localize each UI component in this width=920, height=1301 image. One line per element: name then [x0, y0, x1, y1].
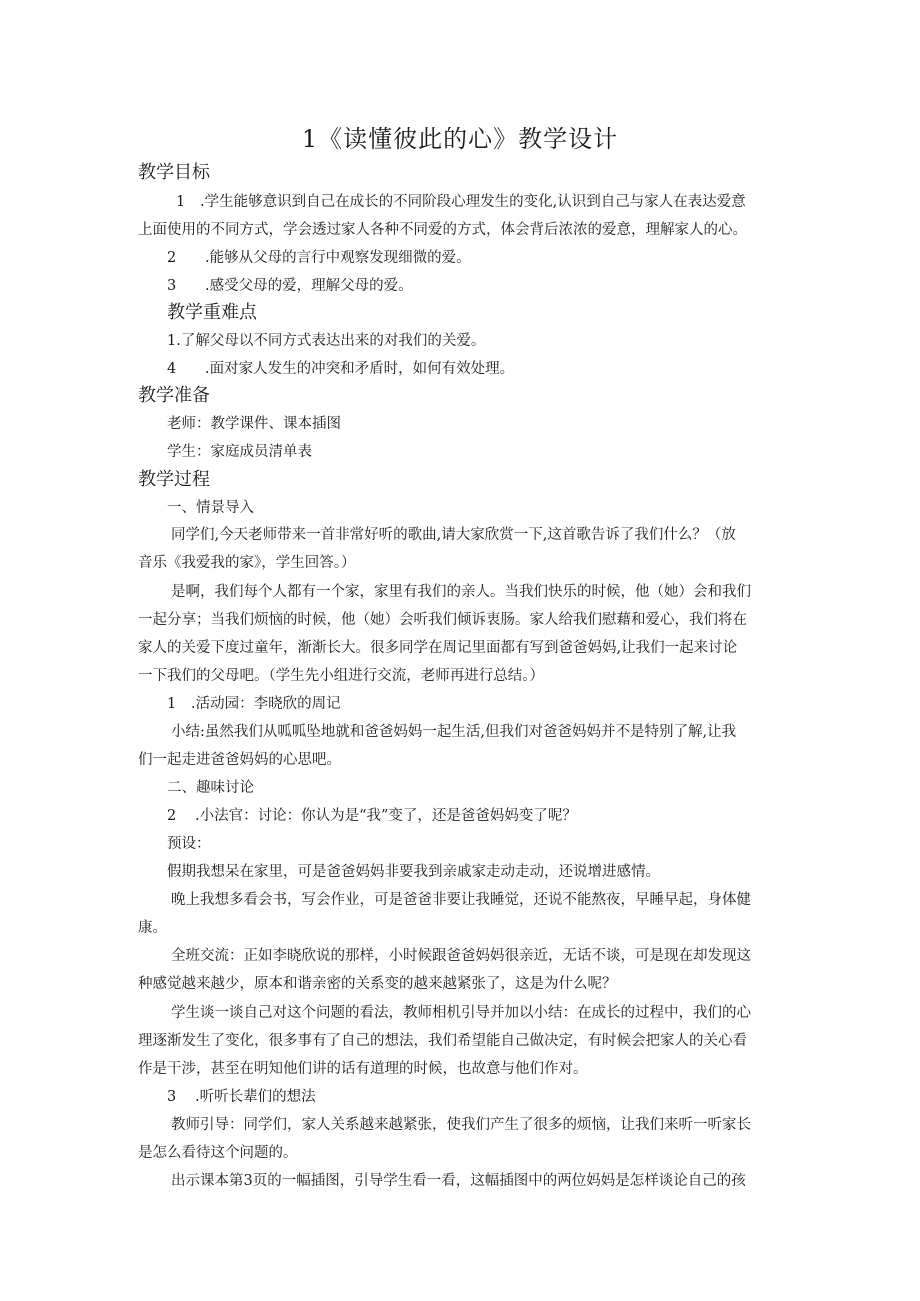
show-illustration-line-1: 出示课本第3页的一幅插图，引导学生看一看，这幅插图中的两位妈妈是怎样谈论自己的孩	[171, 1173, 746, 1189]
section-2-title: 二、趣味讨论	[167, 780, 254, 796]
objective-item-3-text: .感受父母的爱，理解父母的爱。	[205, 278, 413, 294]
summary-line-2: 们一起走进爸爸妈妈的心思吧。	[138, 752, 341, 768]
preparation-teacher: 老师：教学课件、课本插图	[167, 416, 341, 432]
activity-2-text: .小法官：讨论：你认为是“我”变了，还是爸爸妈妈变了呢？	[195, 808, 577, 824]
activity-3-text: .听听长辈们的想法	[195, 1089, 316, 1105]
activity-1-number: 1	[167, 696, 177, 712]
key-point-item-2-text: .面对家人发生的冲突和矛盾时，如何有效处理。	[205, 361, 515, 377]
activity-2	[167, 805, 577, 827]
class-share-line-1: 全班交流：正如李晓欣说的那样，小时候跟爸爸妈妈很亲近，无话不谈，可是现在却发现这	[171, 948, 751, 964]
preparation-heading: 教学准备	[138, 385, 210, 406]
teacher-guide-line-2: 是怎么看待这个问题的。	[138, 1145, 298, 1161]
objective-item-3-number: 3	[167, 278, 177, 294]
teacher-guide-line-1: 教师引导：同学们，家人关系越来越紧张，使我们产生了很多的烦恼，让我们来听一听家长	[171, 1117, 751, 1133]
discussion-line-1: 学生谈一谈自己对这个问题的看法，教师相机引导并加以小结：在成长的过程中，我们的心	[171, 1005, 751, 1021]
activity-1	[167, 693, 341, 715]
preset-example-2-line-2: 康。	[138, 920, 167, 936]
objective-item-1-line-2: 上面使用的不同方式，学会透过家人各种不同爱的方式，体会背后浓浓的爱意，理解家人的心。	[138, 222, 747, 238]
objective-item-1-number: 1	[176, 194, 186, 210]
key-point-item-2-number: 4	[167, 361, 177, 377]
summary-line-1: 小结:虽然我们从呱呱坠地就和爸爸妈妈一起生活,但我们对爸爸妈妈并不是特别了解,让我	[171, 724, 737, 740]
process-heading: 教学过程	[138, 469, 210, 490]
key-point-item-2	[167, 358, 514, 380]
objective-item-3	[167, 275, 413, 297]
discussion-line-2: 理逐渐发生了变化，很多事有了自己的想法，我们希望能自己做决定，有时候会把家人的关心看	[138, 1033, 747, 1049]
activity-2-number: 2	[167, 808, 177, 824]
objective-item-1-line-1	[176, 191, 746, 213]
key-points-heading: 教学重难点	[167, 302, 257, 323]
family-paragraph-line-4: 一下我们的父母吧。（学生先小组进行交流，老师再进行总结。）	[138, 668, 544, 684]
activity-3	[167, 1086, 316, 1108]
intro-paragraph-line-2: 音乐《我爱我的家》，学生回答。）	[138, 555, 356, 571]
preset-example-2-line-1: 晚上我想多看会书，写会作业，可是爸爸非要让我睡觉，还说不能熬夜，早睡早起，身体健	[171, 892, 751, 908]
class-share-line-2: 种感觉越来越少，原本和谐亲密的关系变的越来越紧张了，这是为什么呢？	[138, 976, 617, 992]
document-title: 1《读懂彼此的心》教学设计	[301, 125, 619, 153]
objective-item-2	[167, 247, 471, 269]
section-1-title: 一、情景导入	[167, 500, 254, 516]
family-paragraph-line-2: 一起分享；当我们烦恼的时候，他（她）会听我们倾诉衷肠。家人给我们慰藉和爱心，我们将在	[138, 612, 747, 628]
family-paragraph-line-1: 是啊，我们每个人都有一个家，家里有我们的亲人。当我们快乐的时候，他（她）会和我们	[171, 584, 751, 600]
key-point-item-1: 1.了解父母以不同方式表达出来的对我们的关爱。	[167, 333, 486, 349]
preset-example-1: 假期我想呆在家里，可是爸爸妈妈非要我到亲戚家走动走动，还说增进感情。	[167, 864, 660, 880]
discussion-line-3: 作是干涉，甚至在明知他们讲的话有道理的时候，也故意与他们作对。	[138, 1061, 588, 1077]
intro-paragraph-line-1: 同学们,今天老师带来一首非常好听的歌曲,请大家欣赏一下,这首歌告诉了我们什么？（放	[171, 527, 736, 543]
objective-item-2-text: .能够从父母的言行中观察发现细微的爱。	[205, 250, 471, 266]
objective-item-2-number: 2	[167, 250, 177, 266]
family-paragraph-line-3: 家人的关爱下度过童年，渐渐长大。很多同学在周记里面都有写到爸爸妈妈,让我们一起来讨论	[138, 640, 738, 656]
preparation-student: 学生：家庭成员清单表	[167, 444, 312, 460]
activity-1-text: .活动园：李晓欣的周记	[191, 696, 341, 712]
objectives-heading: 教学目标	[138, 162, 210, 183]
objective-item-1-text: .学生能够意识到自己在成长的不同阶段心理发生的变化,认识到自己与家人在表达爱意	[200, 194, 746, 210]
preset-label: 预设：	[167, 836, 211, 852]
activity-3-number: 3	[167, 1089, 177, 1105]
